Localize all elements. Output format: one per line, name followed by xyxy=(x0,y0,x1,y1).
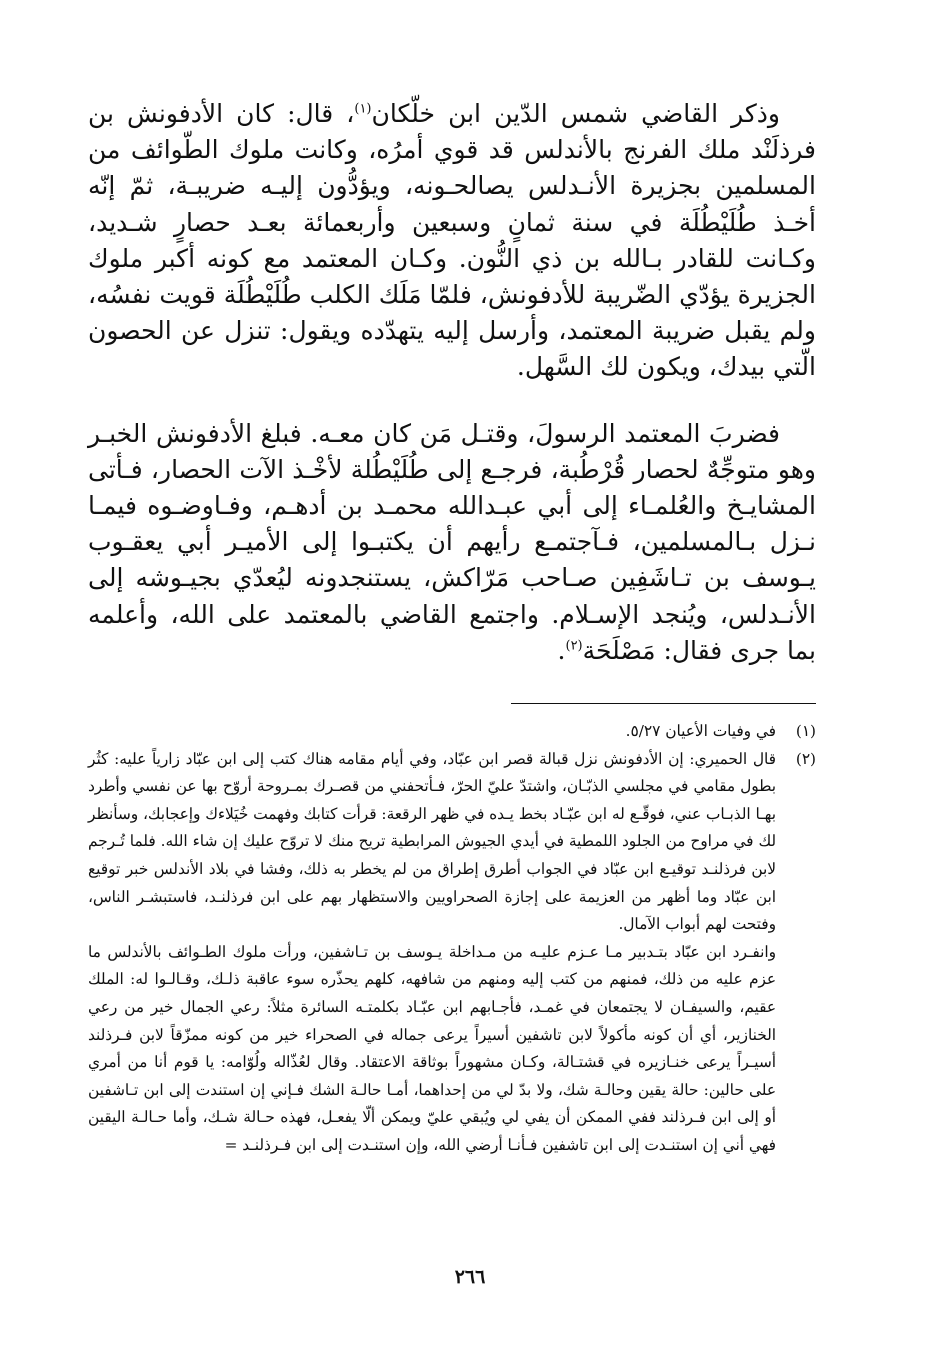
paragraph-1-text-end: ، قال: كان الأدفونش بن فرذلَنْد ملك الفرنج بالأندلس قد قوي أمرُه، وكانت ملوك الطّوائف من المسلمين بجزيرة الأنـدلس يصالحـونه، ويؤدُّون إليـه ضريبـة، ثمّ إنّه أخـذ طُلَيْطُلَة في سنة ثمانٍ وسبعين وأربعمائة بعـد حصارٍ شـديد، وكـانت للقادر بـالله بن ذي النُّون. وكـان المعتمد مع كونه أكبر ملوك الجزيرة يؤدّي الضّريبة للأدفونش، فلمّا مَلَك الكلب طُلَيْطُلَة قويت نفسُه، ولم يقبل ضريبة المعتمد، وأرسل إليه يتهدّده ويقول: تنزل عن الحصون الّتي بيدك، ويكون لك السَّهل. xyxy=(88,99,816,382)
footnote-2 xyxy=(88,746,816,1160)
footnote-paragraph: قال الحميري: إن الأدفونش نزل قبالة قصر ابن عبّاد، وفي أيام مقامه هناك كتب إلى ابن عبّاد زارياً عليه: كثُر بطول مقامي في مجلسي الذبّـان، واشتدّ عليّ الحرّ، فـأتحفني من قصـرك بمـروحة أروّح بها عن نفسي وأطرد بهـا الذبـاب عني، فوقّـع له ابن عبّـاد بخط يـده في ظهر الرقعة: قرأت كتابك وفهمت خُيَلاءك وإعجابك، وسأنظر لك في مراوح من الجلود اللمطية في أيدي الجيوش المرابطية تريح منك لا تروّح عليك إن شاء الله. فلما تُـرجم لابن فرذلنـد توقيـع ابن عبّاد في الجواب أطرق إطراق من لم يخطر به ذلك، وفشا في بلاد الأندلس خبر توقيع ابن عبّاد وما أظهر من العزيمة على إجازة الصحراويين والاستظهار بهم على ابن فرذلنـد، فاستبشـر الناس، وفتحت لهم أبواب الآمال. xyxy=(88,749,776,934)
footnote-number: (١) xyxy=(795,722,816,741)
footnote-body xyxy=(88,718,776,746)
footnote-number: (٢) xyxy=(795,749,816,768)
footnote-paragraph: في وفيات الأعيان ٥/٢٧. xyxy=(625,722,776,741)
footnote-ref-1: (١) xyxy=(354,101,372,117)
footnote-1 xyxy=(88,718,816,746)
footnotes xyxy=(88,718,816,1160)
book-page xyxy=(88,96,816,1160)
main-paragraph-1 xyxy=(88,96,816,386)
main-text xyxy=(88,96,816,669)
footnote-body xyxy=(88,746,776,1160)
page-number: ٢٦٦ xyxy=(454,1266,486,1288)
paragraph-1-text-start: وذكر القاضي شمس الدّين ابن خلّكان xyxy=(371,99,780,128)
paragraph-2-text-end: . xyxy=(557,635,566,665)
paragraph-2-text-start: فضربَ المعتمد الرسولَ، وقتـل مَن كان معـه. فبلغ الأدفونش الخبـر وهو متوجِّهٌ لحصار قُرْطُبة، فرجـع إلى طُلَيْطُلة لأخْـذ الآت الحصار، فـأتى المشايـخ والعُلمـاء إلى أبي عبـدالله محمـد بن أدهـم، وفـاوضـوه فيمـا نـزل بـالمسلمين، فـآجتمـع رأيهم أن يكتبـوا إلى الأميـر أبي يعقـوب يـوسف بن تـاشَفِين صـاحب مَرّاكش، يستنجدونه ليُعدّي بجيـوشه إلى الأنـدلس، ويُنجد الإسـلام. واجتمع القاضي بالمعتمد على الله، وأعلمه بما جرى فقال: مَصْلَحَة xyxy=(88,418,816,665)
footnote-separator xyxy=(511,703,816,704)
footnote-ref-2: (٢) xyxy=(565,638,583,654)
footnote-paragraph: وانفـرد ابن عبّاد بتـدبير مـا عـزم عليـه من مـداخلة يـوسف بن تـاشفين، ورأت ملوك الطـوائف بالأندلس ما عزم عليه من ذلك، فمنهم من كتب إليه ومنهم من شافهه، كلهم يحذّره سوء عاقبة ذلـك، وقـالـوا له: الملك عقيم، والسيفـان لا يجتمعان في غمـد، فأجـابهم ابن عبّـاد بكلمتـه السائرة مثلاً: رعي الجمال خير من رعي الخنازير، أي أن كونه مأكولاً لابن تاشفين أسيراً يرعى جماله في الصحراء خير من كونه ممزّقاً لابن فـرذلند أسيـراً يرعى خنـازيره في قشتـالة، وكـان مشهوراً بوثاقة الاعتقاد. وقال لعُذّاله ولُوّامه: يا قوم أنا من أمري على حالين: حالة يقين وحالـة شك، ولا بدّ لي من إحداهما، أمـا حالـة الشك فـإني إن استندت إلى ابن تـاشفين أو إلى ابن فـرذلند ففي الممكن أن يفي لي ويُبقي عليّ ويمكن ألّا يفعـل، فهذه حـالة شـك، وأما حـالـة اليقين فهي أني إن استنـدت إلى ابن تاشفين فـأنـا أرضي الله، وإن استنـدت إلى ابن فـرذلنـد = xyxy=(88,942,776,1154)
main-paragraph-2 xyxy=(88,416,816,669)
